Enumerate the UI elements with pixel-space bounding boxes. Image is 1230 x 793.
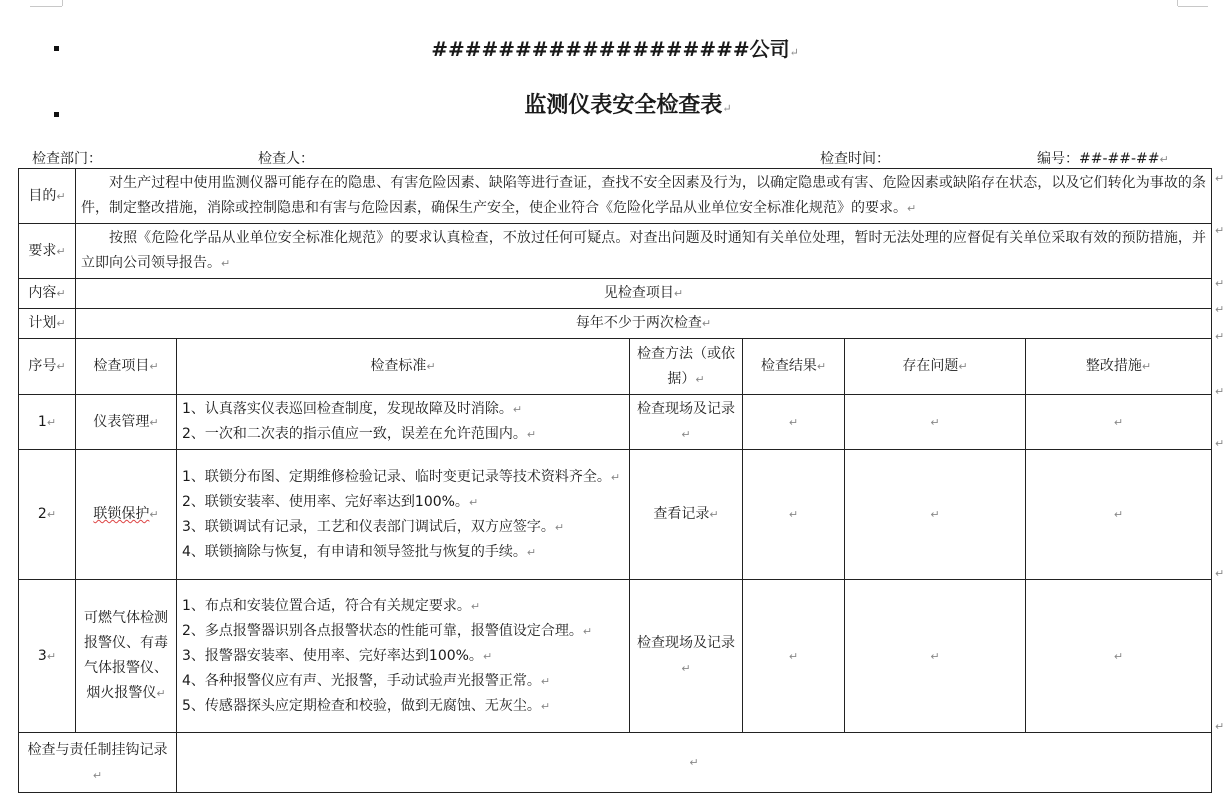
purpose-label-cell: 目的↵ bbox=[19, 169, 76, 224]
item-result[interactable]: ↵ bbox=[743, 395, 845, 450]
page-title: 监测仪表安全检查表↵ bbox=[524, 92, 732, 118]
standard-line: 4、各种报警仪应有声、光报警，手动试验声光报警正常。↵ bbox=[182, 672, 551, 689]
header-problem: 存在问题↵ bbox=[845, 339, 1026, 395]
item-result[interactable]: ↵ bbox=[743, 450, 845, 580]
footer-record-cell[interactable]: ↵ bbox=[177, 733, 1212, 793]
content-row bbox=[19, 279, 1212, 309]
standard-line: 1、布点和安装位置合适，符合有关规定要求。↵ bbox=[182, 597, 481, 614]
row-end-mark: ↵ bbox=[1215, 172, 1225, 185]
item-result[interactable]: ↵ bbox=[743, 580, 845, 733]
requirement-row bbox=[19, 224, 1212, 279]
requirement-text-cell: 按照《危险化学品从业单位安全标准化规范》的要求认真检查，不放过任何可疑点。对查出问题及时通知有关单位处理，暂时无法处理的应督促有关单位采取有效的预防措施，并立即向公司领导报告。↵ bbox=[76, 224, 1212, 279]
standard-line: 5、传感器探头应定期检查和校验，做到无腐蚀、无灰尘。↵ bbox=[182, 697, 551, 714]
row-end-mark: ↵ bbox=[1215, 330, 1225, 343]
standard-line: 3、联锁调试有记录，工艺和仪表部门调试后，双方应签字。↵ bbox=[182, 518, 565, 535]
row-end-mark: ↵ bbox=[1215, 720, 1225, 733]
plan-row bbox=[19, 309, 1212, 339]
company-name: ###################公司↵ bbox=[431, 37, 799, 61]
requirement-label-cell: 要求↵ bbox=[19, 224, 76, 279]
standard-line: 2、一次和二次表的指示值应一致，误差在允许范围内。↵ bbox=[182, 426, 537, 442]
plan-label-cell: 计划↵ bbox=[19, 309, 76, 339]
page-corner-mark-right bbox=[1178, 0, 1208, 7]
table-row bbox=[19, 580, 1212, 733]
dept-label: 检查部门： bbox=[32, 151, 102, 167]
page-corner-mark-right-vertical bbox=[1177, 0, 1178, 6]
item-name: 联锁保护↵ bbox=[76, 450, 177, 580]
header-standard: 检查标准↵ bbox=[177, 339, 630, 395]
item-problem[interactable]: ↵ bbox=[845, 450, 1026, 580]
item-standards bbox=[177, 395, 630, 450]
item-measures[interactable]: ↵ bbox=[1026, 395, 1212, 450]
header-seq: 序号↵ bbox=[19, 339, 76, 395]
row-end-mark: ↵ bbox=[1215, 385, 1225, 398]
header-row bbox=[19, 339, 1212, 395]
row-end-mark: ↵ bbox=[1215, 303, 1225, 316]
item-method: 检查现场及记录↵ bbox=[630, 395, 743, 450]
item-name: 仪表管理↵ bbox=[76, 395, 177, 450]
page-corner-mark-left bbox=[30, 0, 62, 7]
item-method: 检查现场及记录↵ bbox=[630, 580, 743, 733]
content-text-cell: 见检查项目↵ bbox=[76, 279, 1212, 309]
standard-line: 1、认真落实仪表巡回检查制度，发现故障及时消除。↵ bbox=[182, 401, 523, 417]
purpose-row bbox=[19, 169, 1212, 224]
table-row bbox=[19, 450, 1212, 580]
row-end-mark: ↵ bbox=[1215, 437, 1225, 450]
standard-line: 2、多点报警器识别各点报警状态的性能可靠，报警值设定合理。↵ bbox=[182, 622, 593, 639]
header-measures: 整改措施↵ bbox=[1026, 339, 1212, 395]
purpose-text-cell: 对生产过程中使用监测仪器可能存在的隐患、有害危险因素、缺陷等进行查证，查找不安全因素及行为，以确定隐患或有害、危险因素或缺陷存在状态，以及它们转化为事故的条件，制定整改措施，消除或控制隐患和有害与危险因素，确保生产安全，使企业符合《危险化学品从业单位安全标准化规范》的要求。↵ bbox=[76, 169, 1212, 224]
item-seq: 2↵ bbox=[19, 450, 76, 580]
item-name: 可燃气体检测报警仪、有毒气体报警仪、烟火报警仪↵ bbox=[76, 580, 177, 733]
standard-line: 2、联锁安装率、使用率、完好率达到100%。↵ bbox=[182, 493, 479, 510]
header-item: 检查项目↵ bbox=[76, 339, 177, 395]
item-method: 查看记录↵ bbox=[630, 450, 743, 580]
row-end-mark: ↵ bbox=[1215, 224, 1225, 237]
inspector-label: 检查人： bbox=[258, 151, 314, 167]
item-standards bbox=[177, 580, 630, 733]
row-end-mark: ↵ bbox=[1215, 567, 1225, 580]
standard-line: 1、联锁分布图、定期维修检验记录、临时变更记录等技术资料齐全。↵ bbox=[182, 468, 621, 485]
footer-row bbox=[19, 733, 1212, 793]
item-measures[interactable]: ↵ bbox=[1026, 450, 1212, 580]
number-label: 编号：##-##-##↵ bbox=[1037, 151, 1169, 167]
item-problem[interactable]: ↵ bbox=[845, 395, 1026, 450]
header-method: 检查方法（或依据）↵ bbox=[630, 339, 743, 395]
header-result: 检查结果↵ bbox=[743, 339, 845, 395]
item-standards bbox=[177, 450, 630, 580]
standard-line: 4、联锁摘除与恢复，有申请和领导签批与恢复的手续。↵ bbox=[182, 543, 537, 560]
row-end-mark: ↵ bbox=[1215, 277, 1225, 290]
item-seq: 3↵ bbox=[19, 580, 76, 733]
content-label-cell: 内容↵ bbox=[19, 279, 76, 309]
time-label: 检查时间： bbox=[820, 151, 890, 167]
plan-text-cell: 每年不少于两次检查↵ bbox=[76, 309, 1212, 339]
item-problem[interactable]: ↵ bbox=[845, 580, 1026, 733]
item-seq: 1↵ bbox=[19, 395, 76, 450]
table-row bbox=[19, 395, 1212, 450]
inspection-table bbox=[18, 168, 1212, 793]
footer-label-cell: 检查与责任制挂钩记录↵ bbox=[19, 733, 177, 793]
item-measures[interactable]: ↵ bbox=[1026, 580, 1212, 733]
page-corner-mark-left-vertical bbox=[62, 0, 63, 6]
standard-line: 3、报警器安装率、使用率、完好率达到100%。↵ bbox=[182, 647, 493, 664]
